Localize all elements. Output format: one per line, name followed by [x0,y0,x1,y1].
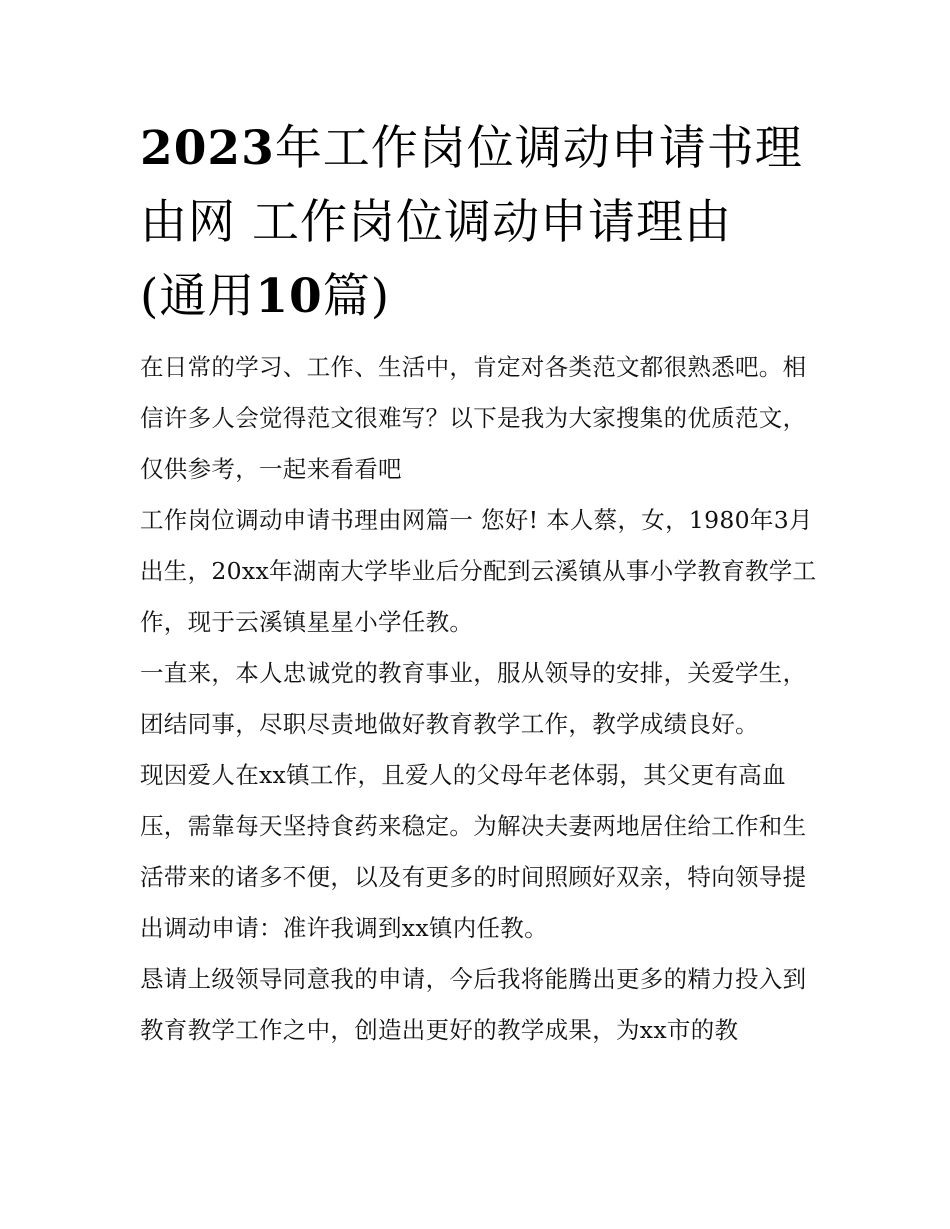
paragraph-intro: 在日常的学习、工作、生活中，肯定对各类范文都很熟悉吧。相信许多人会觉得范文很难写？以下是我为大家搜集的优质范文，仅供参考，一起来看看吧 [140,353,807,483]
title-year: 2023 [140,121,275,176]
paragraph-reason: 现因爱人在xx镇工作，且爱人的父母年老体弱，其父更有高血压，需靠每天坚持食药来稳定。为解决夫妻两地居住给工作和生活带来的诸多不便，以及有更多的时间照顾好双亲，特向领导提出调动申请：准许我调到xx镇内任教。 [140,761,807,942]
document-title [140,112,820,334]
title-count: 10 [255,269,323,324]
title-line-3: (通用10篇) [140,269,391,324]
paragraph-section-one: 工作岗位调动申请书理由网篇一 您好! 本人蔡，女，1980年3月出生，20xx年湖南大学毕业后分配到云溪镇从事小学教育教学工作，现于云溪镇星星小学任教。 [140,506,817,636]
title-tongyong: 通用 [159,269,256,324]
title-line-2: 由网 工作岗位调动申请理由 [140,195,732,250]
document-page [140,112,820,1056]
paragraph-dedication: 一直来，本人忠诚党的教育事业，服从领导的安排，关爱学生，团结同事，尽职尽责地做好教育教学工作，教学成绩良好。 [140,659,807,738]
title-line-1 [140,112,820,186]
title-line-1-text: 年工作岗位调动申请书理 [274,121,803,176]
paragraph-request: 恳请上级领导同意我的申请，今后我将能腾出更多的精力投入到教育教学工作之中，创造出更好的教学成果，为xx市的教 [140,965,807,1044]
title-pian: 篇 [322,269,371,324]
